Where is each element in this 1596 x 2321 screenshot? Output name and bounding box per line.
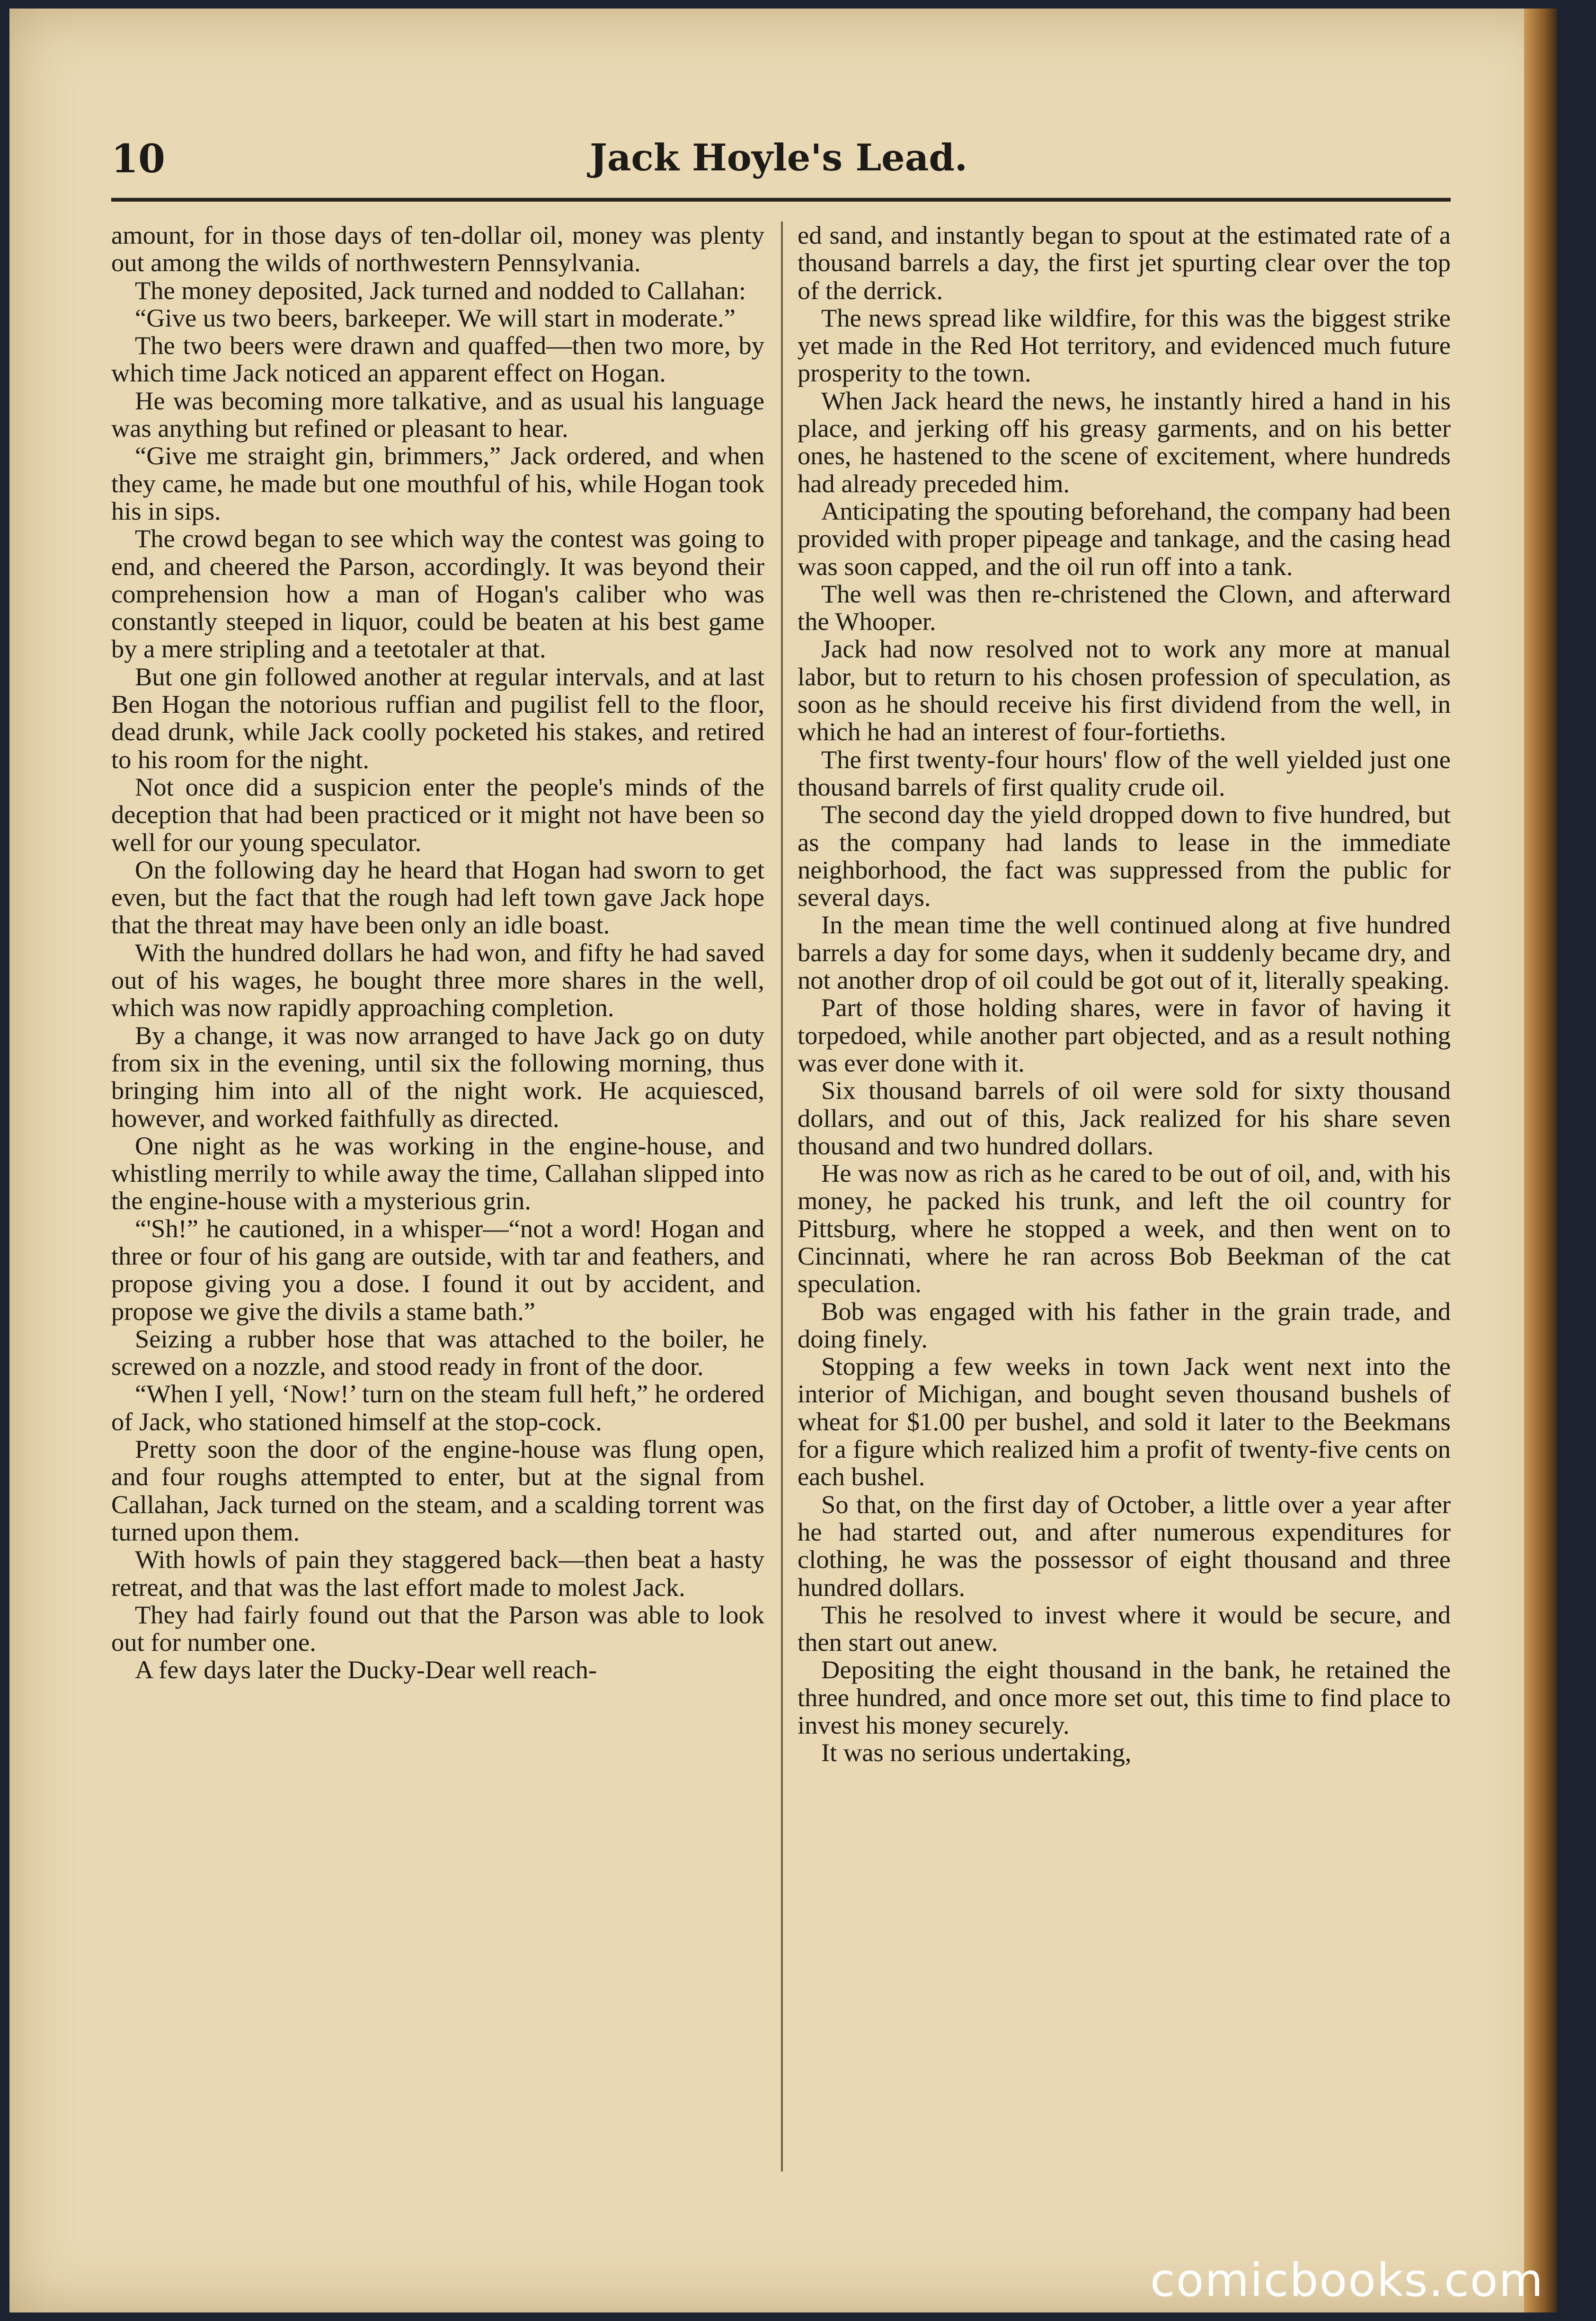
book-page bbox=[9, 9, 1557, 2312]
paragraph: Jack had now resolved not to work any more at manual labor, but to return to his chosen profession of speculation, as soon as he should receive his first dividend from the well, in which he had an interest of four-fortieths. bbox=[798, 634, 1451, 746]
paragraph: The first twenty-four hours' flow of the well yielded just one thousand barrels of first quality crude oil. bbox=[798, 744, 1451, 801]
running-title: Jack Hoyle's Lead. bbox=[589, 136, 968, 179]
paragraph: In the mean time the well continued along at five hundred barrels a day for some days, when it suddenly became dry, and not another drop of oil could be got out of it, literally speaking. bbox=[798, 910, 1451, 995]
paragraph: The crowd began to see which way the contest was going to end, and cheered the Parson, accordingly. It was beyond their comprehension how a man of Hogan's caliber who was constantly steeped in liquor, could be beaten at his best game by a mere stripling and a teetotaler at that. bbox=[111, 524, 764, 664]
paragraph: They had fairly found out that the Parson was able to look out for number one. bbox=[111, 1600, 764, 1657]
paragraph: One night as he was working in the engine-house, and whistling merrily to while away the time, Callahan slipped into the engine-house with a mysterious grin. bbox=[111, 1131, 764, 1215]
paragraph: But one gin followed another at regular intervals, and at last Ben Hogan the notorious ruffian and pugilist fell to the floor, dead drunk, while Jack coolly pocketed his stakes, and retired to his room for the night. bbox=[111, 662, 764, 774]
paragraph: The well was then re-christened the Clown, and afterward the Whooper. bbox=[798, 579, 1451, 636]
paragraph: So that, on the first day of October, a little over a year after he had started out, and after numerous expenditures for clothing, he was the possessor of eight thousand and three hundred dollars. bbox=[798, 1489, 1451, 1602]
paragraph: The news spread like wildfire, for this was the biggest strike yet made in the Red Hot territory, and evidenced much future prosperity to the town. bbox=[798, 303, 1451, 388]
paragraph: The two beers were drawn and quaffed—then two more, by which time Jack noticed an apparent effect on Hogan. bbox=[111, 331, 764, 388]
paragraph: By a change, it was now arranged to have Jack go on duty from six in the evening, until six the following morning, thus bringing him into all of the night work. He acquiesced, however, and worked faithfully as directed. bbox=[111, 1020, 764, 1133]
paragraph: Not once did a suspicion enter the people's minds of the deception that had been practiced or it might not have been so well for our young speculator. bbox=[111, 772, 764, 857]
paragraph: “Give us two beers, barkeeper. We will start in moderate.” bbox=[135, 303, 736, 332]
paragraph: When Jack heard the news, he instantly hired a hand in his place, and jerking off his greasy garments, and on his better ones, he hastened to the scene of excitement, where hundreds had already preceded him. bbox=[798, 386, 1451, 498]
paragraph: amount, for in those days of ten-dollar oil, money was plenty out among the wilds of northwestern Pennsylvania. bbox=[111, 221, 764, 277]
paragraph: “When I yell, ‘Now!’ turn on the steam full heft,” he ordered of Jack, who stationed himself at the stop-cock. bbox=[111, 1379, 764, 1436]
paragraph: Seizing a rubber hose that was attached to the boiler, he screwed on a nozzle, and stood ready in front of the door. bbox=[111, 1324, 764, 1381]
paragraph: He was becoming more talkative, and as usual his language was anything but refined or pleasant to hear. bbox=[111, 386, 764, 443]
paragraph: A few days later the Ducky-Dear well reach- bbox=[135, 1655, 597, 1684]
paragraph: Bob was engaged with his father in the grain trade, and doing finely. bbox=[798, 1296, 1451, 1353]
paragraph: Six thousand barrels of oil were sold for sixty thousand dollars, and out of this, Jack realized for his share seven thousand and two hundred dollars. bbox=[798, 1076, 1451, 1160]
right-text-column bbox=[798, 221, 1451, 2200]
paragraph: This he resolved to invest where it would be secure, and then start out anew. bbox=[798, 1600, 1451, 1657]
paragraph: Anticipating the spouting beforehand, the company had been provided with proper pipeage and tankage, and the casing head was soon capped, and the oil run off into a tank. bbox=[798, 496, 1451, 581]
page-spine-edge bbox=[1524, 9, 1557, 2312]
paragraph: Part of those holding shares, were in favor of having it torpedoed, while another part objected, and as a result nothing was ever done with it. bbox=[798, 993, 1451, 1077]
column-divider bbox=[781, 221, 783, 2171]
paragraph: It was no serious undertaking, bbox=[821, 1738, 1132, 1767]
paragraph: With the hundred dollars he had won, and fifty he had saved out of his wages, he bought three more shares in the well, which was now rapidly approaching completion. bbox=[111, 938, 764, 1022]
paragraph: “Give me straight gin, brimmers,” Jack ordered, and when they came, he made but one mouthful of his, while Hogan took his in sips. bbox=[111, 441, 764, 525]
paragraph: Stopping a few weeks in town Jack went next into the interior of Michigan, and bought seven thousand bushels of wheat for $1.00 per bushel, and sold it later to the Beekmans for a figure which realized him a profit of twenty-five cents on each bushel. bbox=[798, 1352, 1451, 1491]
left-text-column bbox=[111, 221, 764, 2200]
paragraph: The money deposited, Jack turned and nodded to Callahan: bbox=[135, 275, 746, 305]
page-header bbox=[111, 136, 1446, 188]
paragraph: Pretty soon the door of the engine-house was flung open, and four roughs attempted to enter, but at the signal from Callahan, Jack turned on the steam, and a scalding torrent was turned upon them. bbox=[111, 1435, 764, 1546]
paragraph: ed sand, and instantly began to spout at the estimated rate of a thousand barrels a day, the first jet spurting clear over the top of the derrick. bbox=[798, 221, 1451, 305]
header-rule bbox=[111, 198, 1451, 202]
paragraph: The second day the yield dropped down to five hundred, but as the company had lands to lease in the immediate neighborhood, the fact was suppressed from the public for several days. bbox=[798, 800, 1451, 912]
paragraph: Depositing the eight thousand in the bank, he retained the three hundred, and once more set out, this time to find place to invest his money securely. bbox=[798, 1655, 1451, 1740]
paragraph: “'Sh!” he cautioned, in a whisper—“not a word! Hogan and three or four of his gang are outside, with tar and feathers, and propose giving you a dose. I found it out by accident, and propose we give the divils a stame bath.” bbox=[111, 1214, 764, 1326]
paragraph: With howls of pain they staggered back—then beat a hasty retreat, and that was the last effort made to molest Jack. bbox=[111, 1545, 764, 1602]
page-number: 10 bbox=[111, 136, 166, 182]
paragraph: He was now as rich as he cared to be out of oil, and, with his money, he packed his trunk, and left the oil country for Pittsburg, where he stopped a week, and then went on to Cincinnati, where he ran across Bob Beekman of the cat speculation. bbox=[798, 1159, 1451, 1298]
paragraph: On the following day he heard that Hogan had sworn to get even, but the fact that the rough had left town gave Jack hope that the threat may have been only an idle boast. bbox=[111, 855, 764, 939]
watermark: comicbooks.com bbox=[1150, 2254, 1544, 2307]
